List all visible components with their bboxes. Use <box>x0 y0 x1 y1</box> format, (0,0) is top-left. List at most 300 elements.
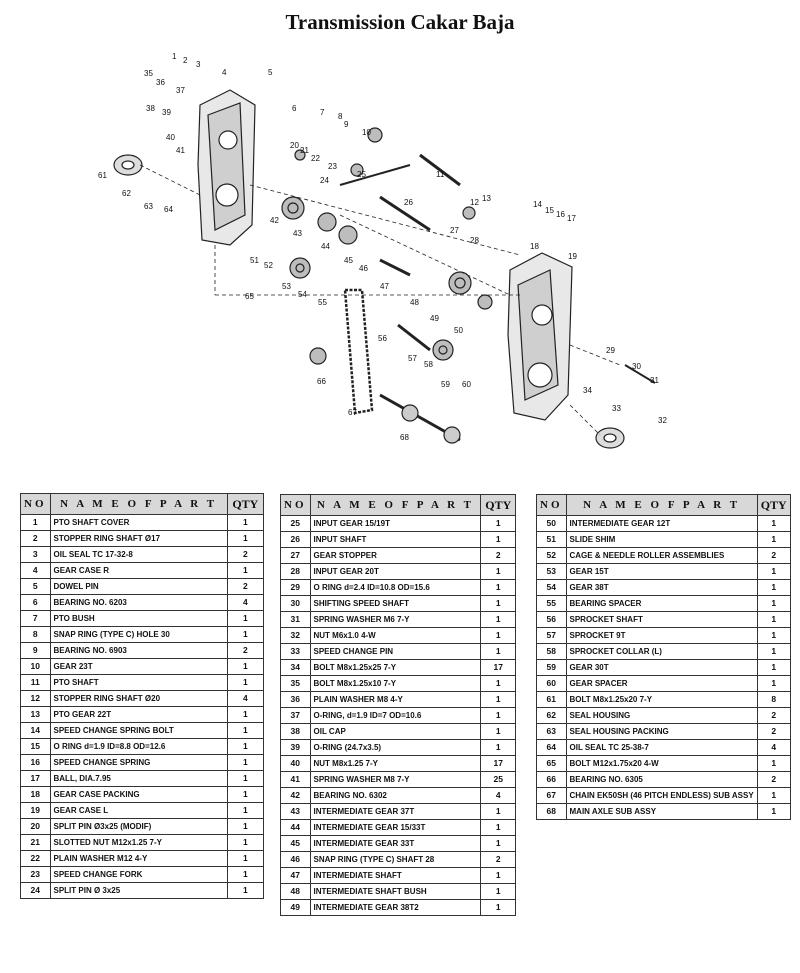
part-number: 54 <box>537 580 567 596</box>
part-name: SPROCKET SHAFT <box>566 612 757 628</box>
part-name: OIL CAP <box>310 724 481 740</box>
callout-label: 39 <box>162 108 171 117</box>
table-row <box>281 628 516 644</box>
callout-label: 12 <box>470 198 479 207</box>
part-number: 48 <box>281 884 311 900</box>
part-number: 40 <box>281 756 311 772</box>
callout-label: 20 <box>290 141 299 150</box>
part-qty: 1 <box>481 628 516 644</box>
part-name: SPROCKET 9T <box>566 628 757 644</box>
part-qty: 1 <box>227 659 263 675</box>
part-name: PTO GEAR 22T <box>50 707 227 723</box>
table-row <box>537 532 791 548</box>
callout-label: 6 <box>292 104 297 113</box>
parts-table-1 <box>20 493 264 899</box>
part-name: BOLT M8x1.25x20 7-Y <box>566 692 757 708</box>
part-number: 44 <box>281 820 311 836</box>
part-qty: 1 <box>757 612 790 628</box>
table-row <box>21 595 264 611</box>
part-qty: 1 <box>227 835 263 851</box>
callout-label: 32 <box>658 416 667 425</box>
part-qty: 1 <box>481 516 516 532</box>
part-number: 52 <box>537 548 567 564</box>
callout-label: 60 <box>462 380 471 389</box>
part-qty: 1 <box>481 708 516 724</box>
callout-label: 56 <box>378 334 387 343</box>
part-qty: 4 <box>757 740 790 756</box>
callout-label: 43 <box>293 229 302 238</box>
part-qty: 2 <box>757 724 790 740</box>
part-name: GEAR 38T <box>566 580 757 596</box>
part-qty: 1 <box>481 532 516 548</box>
part-qty: 1 <box>227 563 263 579</box>
table-row <box>21 803 264 819</box>
callout-label: 48 <box>410 298 419 307</box>
callout-label: 55 <box>318 298 327 307</box>
part-qty: 1 <box>481 612 516 628</box>
table-row <box>281 612 516 628</box>
part-number: 60 <box>537 676 567 692</box>
part-number: 34 <box>281 660 311 676</box>
callout-label: 61 <box>98 171 107 180</box>
part-name: SHIFTING SPEED SHAFT <box>310 596 481 612</box>
part-number: 53 <box>537 564 567 580</box>
part-number: 22 <box>21 851 51 867</box>
table-row <box>281 804 516 820</box>
part-name: NUT M8x1.25 7-Y <box>310 756 481 772</box>
table-row <box>21 739 264 755</box>
part-number: 55 <box>537 596 567 612</box>
header-no: NO <box>281 495 311 516</box>
table-row <box>281 516 516 532</box>
callout-label: 19 <box>568 252 577 261</box>
table-row <box>21 851 264 867</box>
part-number: 46 <box>281 852 311 868</box>
callout-label: 37 <box>176 86 185 95</box>
part-number: 25 <box>281 516 311 532</box>
part-name: BOLT M8x1.25x25 7-Y <box>310 660 481 676</box>
table-row <box>21 563 264 579</box>
part-qty: 1 <box>227 707 263 723</box>
table-row <box>281 756 516 772</box>
part-number: 38 <box>281 724 311 740</box>
part-number: 50 <box>537 516 567 532</box>
part-number: 6 <box>21 595 51 611</box>
callout-label: 54 <box>298 290 307 299</box>
callout-label: 8 <box>338 112 343 121</box>
header-qty: QTY <box>481 495 516 516</box>
table-row <box>537 772 791 788</box>
part-qty: 1 <box>757 596 790 612</box>
part-name: SPLIT PIN Ø3x25 (MODIF) <box>50 819 227 835</box>
part-number: 36 <box>281 692 311 708</box>
part-qty: 2 <box>757 548 790 564</box>
table-row <box>537 756 791 772</box>
part-qty: 2 <box>757 772 790 788</box>
part-qty: 1 <box>227 531 263 547</box>
part-number: 11 <box>21 675 51 691</box>
part-name: SPRING WASHER M6 7-Y <box>310 612 481 628</box>
part-name: INTERMEDIATE SHAFT <box>310 868 481 884</box>
callout-label: 4 <box>222 68 227 77</box>
part-name: STOPPER RING SHAFT Ø17 <box>50 531 227 547</box>
part-name: INTERMEDIATE GEAR 37T <box>310 804 481 820</box>
part-name: NUT M6x1.0 4-W <box>310 628 481 644</box>
parts-table-2 <box>280 494 516 916</box>
part-qty: 1 <box>227 787 263 803</box>
callout-label: 27 <box>450 226 459 235</box>
part-qty: 1 <box>481 868 516 884</box>
table-row <box>281 644 516 660</box>
part-number: 18 <box>21 787 51 803</box>
callout-label: 57 <box>408 354 417 363</box>
part-number: 59 <box>537 660 567 676</box>
header-qty: QTY <box>757 495 790 516</box>
part-qty: 1 <box>227 755 263 771</box>
part-qty: 1 <box>227 515 263 531</box>
table-row <box>21 819 264 835</box>
part-qty: 1 <box>227 883 263 899</box>
callout-label: 26 <box>404 198 413 207</box>
part-number: 37 <box>281 708 311 724</box>
part-qty: 1 <box>481 580 516 596</box>
part-number: 42 <box>281 788 311 804</box>
header-name-of-part: N A M E O F P A R T <box>566 495 757 516</box>
table-row <box>21 755 264 771</box>
part-name: SPROCKET COLLAR (L) <box>566 644 757 660</box>
part-name: O RING d=2.4 ID=10.8 OD=15.6 <box>310 580 481 596</box>
part-qty: 1 <box>481 884 516 900</box>
part-qty: 1 <box>227 611 263 627</box>
part-number: 7 <box>21 611 51 627</box>
part-name: SEAL HOUSING PACKING <box>566 724 757 740</box>
part-number: 49 <box>281 900 311 916</box>
part-name: STOPPER RING SHAFT Ø20 <box>50 691 227 707</box>
part-name: INTERMEDIATE GEAR 33T <box>310 836 481 852</box>
part-name: OIL SEAL TC 25-38-7 <box>566 740 757 756</box>
part-qty: 1 <box>481 740 516 756</box>
part-name: DOWEL PIN <box>50 579 227 595</box>
callout-label: 11 <box>436 170 445 179</box>
table-row <box>537 644 791 660</box>
chain-shape <box>345 290 372 413</box>
part-number: 10 <box>21 659 51 675</box>
callout-label: 35 <box>144 69 153 78</box>
part-qty: 2 <box>481 852 516 868</box>
part-number: 57 <box>537 628 567 644</box>
part-name: INTERMEDIATE GEAR 15/33T <box>310 820 481 836</box>
callout-label: 65 <box>245 292 254 301</box>
callout-label: 22 <box>311 154 320 163</box>
part-name: BEARING NO. 6903 <box>50 643 227 659</box>
table-row <box>281 884 516 900</box>
part-number: 3 <box>21 547 51 563</box>
part-qty: 1 <box>757 516 790 532</box>
table-row <box>281 708 516 724</box>
table-row <box>21 515 264 531</box>
part-name: O-RING (24.7x3.5) <box>310 740 481 756</box>
table-header-row <box>281 495 516 516</box>
table-row <box>281 788 516 804</box>
part-number: 33 <box>281 644 311 660</box>
part-number: 14 <box>21 723 51 739</box>
table-row <box>537 564 791 580</box>
part-qty: 1 <box>227 627 263 643</box>
callout-label: 14 <box>533 200 542 209</box>
callout-label: 58 <box>424 360 433 369</box>
part-qty: 4 <box>481 788 516 804</box>
header-name-of-part: N A M E O F P A R T <box>50 494 227 515</box>
table-row <box>281 868 516 884</box>
table-row <box>537 612 791 628</box>
callout-label: 5 <box>268 68 273 77</box>
table-row <box>21 835 264 851</box>
part-qty: 8 <box>757 692 790 708</box>
part-name: PLAIN WASHER M12 4-Y <box>50 851 227 867</box>
callout-label: 23 <box>328 162 337 171</box>
part-name: SPLIT PIN Ø 3x25 <box>50 883 227 899</box>
table-row <box>281 740 516 756</box>
part-name: INPUT SHAFT <box>310 532 481 548</box>
part-name: O-RING, d=1.9 ID=7 OD=10.6 <box>310 708 481 724</box>
callout-label: 24 <box>320 176 329 185</box>
part-number: 30 <box>281 596 311 612</box>
table-row <box>21 675 264 691</box>
part-name: BEARING NO. 6305 <box>566 772 757 788</box>
table-row <box>281 820 516 836</box>
part-qty: 1 <box>757 788 790 804</box>
table-row <box>537 740 791 756</box>
table-row <box>21 707 264 723</box>
part-qty: 1 <box>481 820 516 836</box>
callout-label: 7 <box>320 108 325 117</box>
table-row <box>537 804 791 820</box>
callout-label: 64 <box>164 205 173 214</box>
header-name-of-part: N A M E O F P A R T <box>310 495 481 516</box>
part-name: CAGE & NEEDLE ROLLER ASSEMBLIES <box>566 548 757 564</box>
callout-label: 10 <box>362 128 371 137</box>
table-row <box>281 532 516 548</box>
callout-label: 66 <box>317 377 326 386</box>
part-qty: 1 <box>481 804 516 820</box>
part-number: 16 <box>21 755 51 771</box>
part-number: 20 <box>21 819 51 835</box>
part-qty: 1 <box>757 628 790 644</box>
part-name: GEAR CASE PACKING <box>50 787 227 803</box>
part-number: 51 <box>537 532 567 548</box>
part-qty: 4 <box>227 691 263 707</box>
part-number: 21 <box>21 835 51 851</box>
callout-label: 41 <box>176 146 185 155</box>
part-number: 8 <box>21 627 51 643</box>
part-name: GEAR SPACER <box>566 676 757 692</box>
table-row <box>21 547 264 563</box>
part-name: BALL, DIA.7.95 <box>50 771 227 787</box>
part-number: 19 <box>21 803 51 819</box>
part-number: 61 <box>537 692 567 708</box>
table-row <box>281 772 516 788</box>
callout-label: 67 <box>348 408 357 417</box>
part-qty: 1 <box>227 675 263 691</box>
callout-label: 3 <box>196 60 201 69</box>
table-row <box>21 723 264 739</box>
part-name: SNAP RING (TYPE C) SHAFT 28 <box>310 852 481 868</box>
part-number: 5 <box>21 579 51 595</box>
part-name: GEAR 23T <box>50 659 227 675</box>
table-row <box>21 627 264 643</box>
part-number: 29 <box>281 580 311 596</box>
part-number: 56 <box>537 612 567 628</box>
part-number: 43 <box>281 804 311 820</box>
callout-label: 28 <box>470 236 479 245</box>
table-row <box>281 660 516 676</box>
callout-label: 21 <box>300 146 309 155</box>
table-row <box>537 596 791 612</box>
part-qty: 1 <box>481 644 516 660</box>
part-name: GEAR CASE R <box>50 563 227 579</box>
table-row <box>537 708 791 724</box>
part-name: GEAR CASE L <box>50 803 227 819</box>
page-title: Transmission Cakar Baja <box>285 10 515 34</box>
part-qty: 1 <box>757 532 790 548</box>
part-number: 27 <box>281 548 311 564</box>
callout-label: 13 <box>482 194 491 203</box>
callout-label: 68 <box>400 433 409 442</box>
callout-label: 34 <box>583 386 592 395</box>
table-row <box>21 643 264 659</box>
callout-label: 59 <box>441 380 450 389</box>
part-qty: 2 <box>227 579 263 595</box>
part-qty: 1 <box>757 660 790 676</box>
part-name: O RING d=1.9 ID=8.8 OD=12.6 <box>50 739 227 755</box>
callout-label: 53 <box>282 282 291 291</box>
callout-label: 62 <box>122 189 131 198</box>
callout-label: 47 <box>380 282 389 291</box>
table-row <box>21 691 264 707</box>
part-number: 65 <box>537 756 567 772</box>
table-row <box>537 580 791 596</box>
part-qty: 1 <box>757 676 790 692</box>
table-row <box>281 676 516 692</box>
parts-table-3 <box>536 494 791 820</box>
callout-label: 49 <box>430 314 439 323</box>
part-qty: 1 <box>481 692 516 708</box>
part-qty: 2 <box>481 548 516 564</box>
table-row <box>537 516 791 532</box>
part-name: MAIN AXLE SUB ASSY <box>566 804 757 820</box>
table-row <box>21 787 264 803</box>
part-number: 4 <box>21 563 51 579</box>
table-row <box>281 596 516 612</box>
part-name: SPEED CHANGE FORK <box>50 867 227 883</box>
part-name: SPEED CHANGE SPRING BOLT <box>50 723 227 739</box>
part-name: GEAR STOPPER <box>310 548 481 564</box>
part-name: SLOTTED NUT M12x1.25 7-Y <box>50 835 227 851</box>
part-qty: 2 <box>227 643 263 659</box>
table-row <box>537 676 791 692</box>
part-qty: 17 <box>481 660 516 676</box>
callout-label: 9 <box>344 120 349 129</box>
table-row <box>281 900 516 916</box>
part-qty: 1 <box>481 596 516 612</box>
part-name: BEARING NO. 6302 <box>310 788 481 804</box>
part-number: 26 <box>281 532 311 548</box>
table-row <box>281 564 516 580</box>
callout-label: 2 <box>183 56 188 65</box>
part-qty: 1 <box>227 771 263 787</box>
part-name: SLIDE SHIM <box>566 532 757 548</box>
part-name: INTERMEDIATE GEAR 38T2 <box>310 900 481 916</box>
callout-label: 44 <box>321 242 330 251</box>
part-number: 2 <box>21 531 51 547</box>
part-qty: 1 <box>227 803 263 819</box>
part-number: 35 <box>281 676 311 692</box>
part-qty: 1 <box>757 756 790 772</box>
part-number: 68 <box>537 804 567 820</box>
callout-label: 16 <box>556 210 565 219</box>
part-name: BOLT M8x1.25x10 7-Y <box>310 676 481 692</box>
part-qty: 1 <box>481 564 516 580</box>
part-number: 9 <box>21 643 51 659</box>
table-row <box>21 611 264 627</box>
callout-label: 42 <box>270 216 279 225</box>
part-name: PLAIN WASHER M8 4-Y <box>310 692 481 708</box>
part-name: BOLT M12x1.75x20 4-W <box>566 756 757 772</box>
callout-label: 51 <box>250 256 259 265</box>
part-number: 62 <box>537 708 567 724</box>
diagram-artwork <box>114 90 655 448</box>
part-number: 47 <box>281 868 311 884</box>
table-row <box>537 628 791 644</box>
part-qty: 1 <box>481 676 516 692</box>
part-number: 15 <box>21 739 51 755</box>
part-name: PTO SHAFT COVER <box>50 515 227 531</box>
part-name: BEARING SPACER <box>566 596 757 612</box>
part-qty: 1 <box>481 724 516 740</box>
part-name: INTERMEDIATE SHAFT BUSH <box>310 884 481 900</box>
callout-label: 45 <box>344 256 353 265</box>
part-name: OIL SEAL TC 17-32-8 <box>50 547 227 563</box>
part-qty: 2 <box>227 547 263 563</box>
part-number: 64 <box>537 740 567 756</box>
callout-label: 63 <box>144 202 153 211</box>
part-qty: 4 <box>227 595 263 611</box>
callout-label: 36 <box>156 78 165 87</box>
part-number: 45 <box>281 836 311 852</box>
part-number: 24 <box>21 883 51 899</box>
callout-label: 25 <box>357 170 366 179</box>
part-name: SPEED CHANGE SPRING <box>50 755 227 771</box>
table-row <box>281 836 516 852</box>
part-name: CHAIN EK50SH (46 PITCH ENDLESS) SUB ASSY <box>566 788 757 804</box>
part-number: 41 <box>281 772 311 788</box>
callout-label: 38 <box>146 104 155 113</box>
callout-label: 40 <box>166 133 175 142</box>
callout-label: 17 <box>567 214 576 223</box>
part-qty: 1 <box>757 804 790 820</box>
table-row <box>537 788 791 804</box>
table-row <box>537 692 791 708</box>
part-name: PTO BUSH <box>50 611 227 627</box>
part-name: SNAP RING (TYPE C) HOLE 30 <box>50 627 227 643</box>
callout-labels <box>98 52 667 442</box>
exploded-view-diagram <box>80 45 720 475</box>
part-name: SEAL HOUSING <box>566 708 757 724</box>
table-row <box>537 724 791 740</box>
table-row <box>281 580 516 596</box>
callout-label: 50 <box>454 326 463 335</box>
part-name: SPRING WASHER M8 7-Y <box>310 772 481 788</box>
